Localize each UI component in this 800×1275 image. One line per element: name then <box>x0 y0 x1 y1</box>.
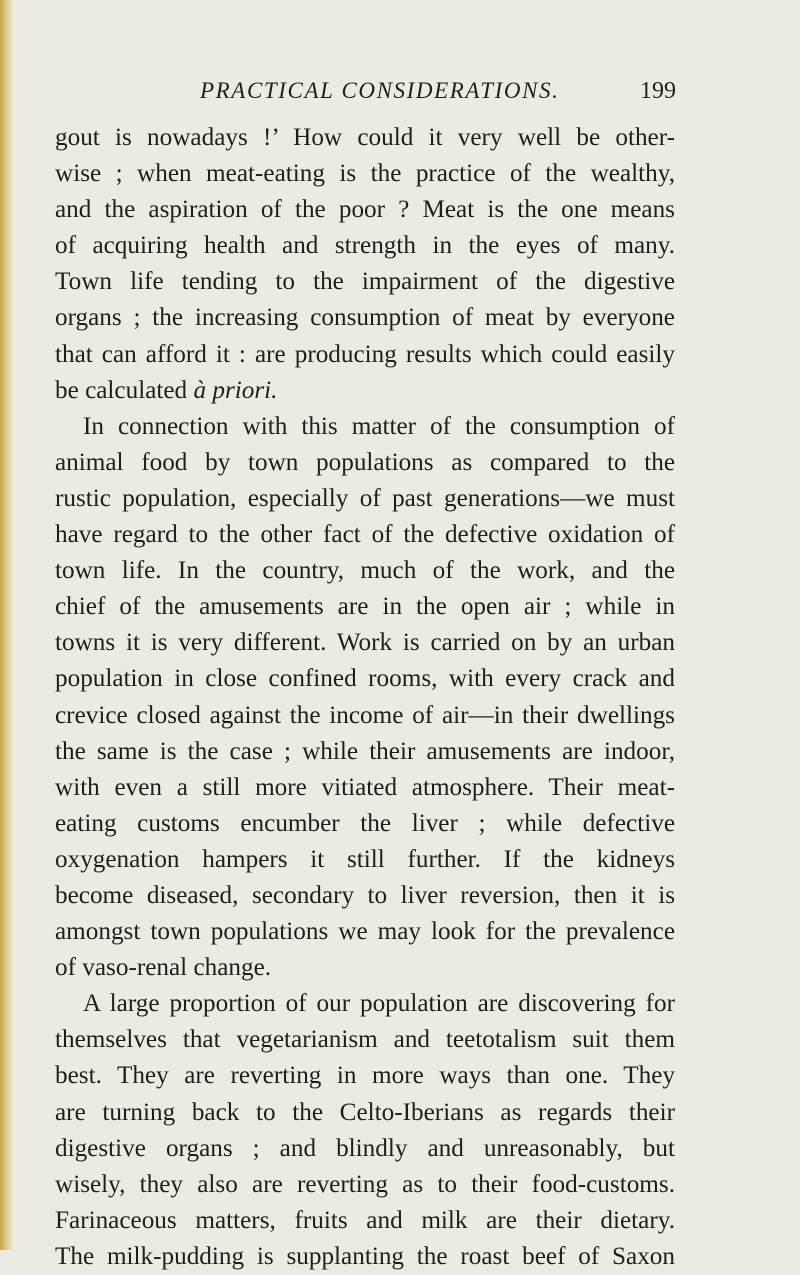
text-line: wise ; when meat-eating is the practice of the wealthy, <box>55 160 675 188</box>
text-line: the same is the case ; while their amusements are indoor, <box>55 737 675 765</box>
text-line: town life. In the country, much of the work, and the <box>55 557 675 585</box>
text-line: and the aspiration of the poor ? Meat is the one means <box>55 196 675 224</box>
body-text <box>55 120 675 1275</box>
text-line: of vaso-renal change. <box>55 954 272 982</box>
text-line: Town life tending to the impairment of the digestive <box>55 268 675 296</box>
page-number: 199 <box>640 78 676 104</box>
text-line: wisely, they also are reverting as to their food-customs. <box>55 1170 675 1198</box>
text-line: eating customs encumber the liver ; while defective <box>55 809 675 837</box>
text-line: organs ; the increasing consumption of meat by everyone <box>55 304 675 332</box>
text-line: with even a still more vitiated atmosphere. Their meat- <box>55 773 675 801</box>
text-line: Farinaceous matters, fruits and milk are their dietary. <box>55 1206 675 1234</box>
text-line: oxygenation hampers it still further. If the kidneys <box>55 845 675 873</box>
text-line: chief of the amusements are in the open air ; while in <box>55 593 675 621</box>
text-line: gout is nowadays !’ How could it very well be other- <box>55 124 675 151</box>
paragraph-start: In connection with this matter of the consumption of <box>83 412 675 440</box>
text-line-start: be calculated <box>55 376 188 404</box>
text-line: rustic population, especially of past generations—we must <box>55 484 675 512</box>
text-line: digestive organs ; and blindly and unreasonably, but <box>55 1134 675 1162</box>
text-line: become diseased, secondary to liver reversion, then it is <box>55 881 675 909</box>
page-edge-binding <box>0 0 14 1250</box>
text-line: of acquiring health and strength in the eyes of many. <box>55 232 675 260</box>
text-line: crevice closed against the income of air—in their dwellings <box>55 701 675 729</box>
text-line <box>55 373 675 409</box>
text-line: best. They are reverting in more ways than one. They <box>55 1062 675 1090</box>
text-line: themselves that vegetarianism and teetotalism suit them <box>55 1026 675 1054</box>
text-line: are turning back to the Celto-Iberians as regards their <box>55 1098 675 1126</box>
text-line: towns it is very different. Work is carried on by an urban <box>55 629 675 657</box>
text-line: population in close confined rooms, with every crack and <box>55 665 675 693</box>
italic-phrase: à priori. <box>193 376 278 404</box>
text-line: have regard to the other fact of the defective oxidation of <box>55 521 675 549</box>
text-line: The milk-pudding is supplanting the roast beef of Saxon <box>55 1242 675 1270</box>
paragraph-start: A large proportion of our population are discovering for <box>83 990 675 1018</box>
text-line: that can afford it : are producing results which could easily <box>55 340 675 368</box>
text-line: amongst town populations we may look for the prevalence <box>55 918 675 946</box>
running-head: PRACTICAL CONSIDERATIONS. <box>200 78 560 103</box>
page-header <box>200 78 676 118</box>
text-line: animal food by town populations as compared to the <box>55 448 675 476</box>
